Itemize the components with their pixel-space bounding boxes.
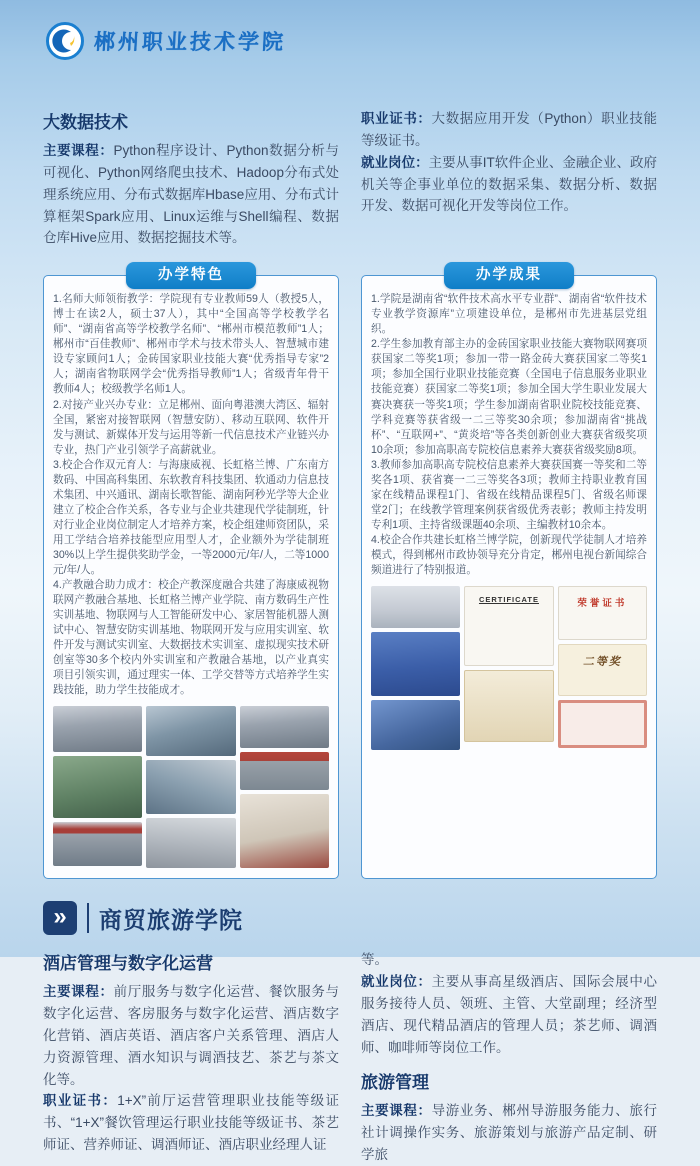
tourism-courses-paragraph (361, 1100, 657, 1166)
jobs-text: 主要从事高星级酒店、国际会展中心服务接待人员、领班、主管、大堂副理；经济型酒店、现代精品酒店的管理人员；茶艺师、调酒师、咖啡师等岗位工作。 (361, 974, 657, 1055)
major-title-tourism: 旅游管理 (361, 1073, 429, 1093)
photo-computer-lab-2 (146, 760, 235, 814)
hotel-right-column (361, 949, 657, 1166)
achievements-ribbon: 办学成果 (444, 262, 574, 289)
boxes-section (43, 267, 657, 879)
courses-label: 主要课程： (361, 1103, 432, 1119)
photo-staff-group (240, 706, 329, 748)
achievements-photo-grid (371, 586, 647, 750)
achievement-item: 4.校企合作共建长虹格兰博学院，创新现代学徒制人才培养模式，得到郴州市政协领导充分肯定，郴州电视台新闻综合频道进行了特别报道。 (371, 533, 647, 576)
courses-label: 主要课程： (43, 984, 114, 1000)
certificate-gold (464, 670, 553, 742)
jobs-label: 就业岗位： (361, 154, 429, 170)
bigdata-right-column (361, 108, 657, 249)
photo-column (53, 706, 142, 868)
feature-item: 1.名师大师领衔教学：学院现有专业教师59人（教授5人，博士在读2人，硕士37人），其中“全国高等学校教学名师”、“湖南省高等学校教学名师”、“郴州市模范教师”1人；郴州市“百佳教师”、郴州市学术与技术带头人、智慧城市建设专家顾问1人；金砖国家职业技能大赛“优秀指导专家”2人；湖南省物联网学会“优秀指导教师”1人；省级青年骨干教师4人；校级教学名师1人。 (53, 293, 329, 396)
major-title-bigdata: 大数据技术 (43, 113, 128, 132)
cert-label: 职业证书： (361, 111, 432, 126)
certificate-red-border (558, 700, 647, 748)
cert-text: 1+X”前厅运营管理职业技能等级证书、“1+X”餐饮管理运行职业技能等级证书、茶艺师证、营养师证、调酒师证、酒店职业经理人证 (43, 1093, 339, 1153)
bigdata-left-column (43, 108, 339, 249)
achievements-box (361, 267, 657, 879)
photo-computer-lab-1 (146, 706, 235, 756)
bigdata-jobs-paragraph (361, 152, 657, 218)
certificate-honor (558, 586, 647, 640)
major-title-hotel: 酒店管理与数字化运营 (43, 954, 213, 974)
certificate-title: CERTIFICATE (478, 594, 539, 604)
certificate-second-prize (558, 644, 647, 696)
photo-outdoor-ceremony (53, 756, 142, 818)
certificate-english (464, 586, 553, 666)
second-prize-title: 二等奖 (582, 655, 622, 668)
photo-column (146, 706, 235, 868)
features-ribbon: 办学特色 (126, 262, 256, 289)
hotel-courses-paragraph (43, 981, 339, 1090)
hotel-cert-paragraph (43, 1090, 339, 1156)
photo-column (240, 706, 329, 868)
hotel-left-column (43, 949, 339, 1166)
photo-training-room (146, 818, 235, 868)
photo-group-meeting (53, 706, 142, 752)
courses-text: 导游业务、郴州导游服务能力、旅行社计调操作实务、旅游策划与旅游产品定制、研学旅 (361, 1103, 657, 1163)
page-header (0, 0, 700, 60)
photo-plaque-unveiling (240, 794, 329, 868)
cert-text: 大数据应用开发（Python）职业技能等级证书。 (361, 111, 657, 148)
photo-auditorium-event (53, 822, 142, 866)
school-title: 商贸旅游学院 (99, 906, 243, 933)
bigdata-cert-paragraph (361, 108, 657, 152)
feature-item: 4.产教融合助力成才：校企产教深度融合共建了海康威视物联网产教融合基地、长虹格兰博产业学院、南方数码生产性实训基地、物联网与人工智能研发中心、家居智能机器人测试中心、智慧安防实训基地、物联网开发与应用实训室、软件开发与测试实训室、大数据技术实训室、虚拟现实技术研创室等30多个校内外实训室和产教融合基地，以产业真实项目引领实训，通过理实一体、工学交替等方式培养学生实践技能，助力学生技能成才。 (53, 578, 329, 697)
bigdata-intro-section (43, 108, 657, 249)
cert-label: 职业证书： (43, 1093, 118, 1109)
courses-label: 主要课程： (43, 143, 114, 158)
bigdata-courses-paragraph (43, 140, 339, 249)
feature-item: 3.校企合作双元育人：与海康威视、长虹格兰博、广东南方数码、中国高科集团、东软教育科技集团、软通动力信息技术集团、中兴通讯、湖南长歌智能、湖南阿秒光学等大企业建立了校企合作关系，各专业与企业共建现代学徒制班，针对行业企业岗位制定人才培养方案，校企组建师资团队，采用工学结合培养技能型应用型人才，企业额外为学徒制班30%以上学生提供奖助学金，一等2000元/年/人，二等1000元/年/人。 (53, 458, 329, 576)
photo-students-medals (371, 632, 460, 696)
achievement-item: 2.学生参加教育部主办的金砖国家职业技能大赛物联网赛项获国家二等奖1项；参加一带一路金砖大赛获国家二等奖1项；参加全国行业职业技能竞赛（全国电子信息服务业职业技能竞赛）获国家二等奖1项；参加全国大学生职业发展大赛决赛获一等奖1项；学生参加湖南省职业院校技能竞赛、学科竞赛等获省级一二三等奖30余项；参加湖南省“挑战杯”、“互联网+”、“黄炎培”等各类创新创业大赛获省级奖项10余项；参加高职高专院校信息素养大赛获省级奖励8项。 (371, 338, 647, 456)
photo-column (371, 586, 460, 750)
feature-item: 2.对接产业兴办专业：立足郴州、面向粤港澳大湾区、辐射全国，紧密对接智联网（智慧安防）、移动互联网、软件开发与测试、新媒体开发与运用等新一代信息技术产业链兴办专业，热门产业引领学子高薪就业。 (53, 398, 329, 456)
school-section-header (43, 901, 657, 935)
double-chevron-icon: » (43, 901, 77, 935)
photo-column (464, 586, 553, 750)
photo-column (558, 586, 647, 750)
photo-students-certificates (371, 700, 460, 750)
school-detail-section (43, 949, 657, 1166)
achievement-item: 3.教师参加高职高专院校信息素养大赛获国赛一等奖和二等奖各1项、获省赛一二三等奖各3项；教师主持职业教育国家在线精品课程1门、省级在线精品课程5门、省级名师课堂2门；在线教学管理案例获省级优秀表彰；教师主持发明专利1项、主持省级课题40余项、主编教材10余本。 (371, 458, 647, 531)
divider-line (87, 903, 89, 933)
jobs-label: 就业岗位： (361, 974, 432, 989)
college-logo-icon (46, 22, 84, 60)
jobs-text: 主要从事IT软件企业、金融企业、政府机关等企事业单位的数据采集、数据分析、数据开发、数据可视化开发等岗位工作。 (361, 154, 658, 214)
hotel-jobs-paragraph (361, 971, 657, 1058)
courses-text: 前厅服务与数字化运营、餐饮服务与数字化运营、客房服务与数字化运营、酒店数字化营销、酒店英语、酒店客户关系管理、酒店人力资源管理、酒水知识与调酒技艺、茶艺与茶文化等。 (43, 984, 339, 1087)
features-photo-grid (53, 706, 329, 868)
achievement-item: 1.学院是湖南省“软件技术高水平专业群”、湖南省“软件技术专业教学资源库”立项建设单位，是郴州市先进基层党组织。 (371, 293, 647, 336)
hotel-cert-continued: 等。 (361, 952, 388, 968)
features-box (43, 267, 339, 879)
honor-certificate-title: 荣誉证书 (577, 597, 628, 609)
photo-banner-meeting (240, 752, 329, 790)
courses-text: Python程序设计、Python数据分析与可视化、Python网络爬虫技术、Hadoop分布式处理系统应用、分布式数据库Hbase应用、分布式计算框架Spark应用、Linux运维与Shell编程、数据仓库Hive应用、数据挖掘技术等。 (43, 143, 339, 246)
college-name: 郴州职业技术学院 (93, 31, 287, 54)
photo-award-stage (371, 586, 460, 628)
page-content (0, 108, 700, 1166)
